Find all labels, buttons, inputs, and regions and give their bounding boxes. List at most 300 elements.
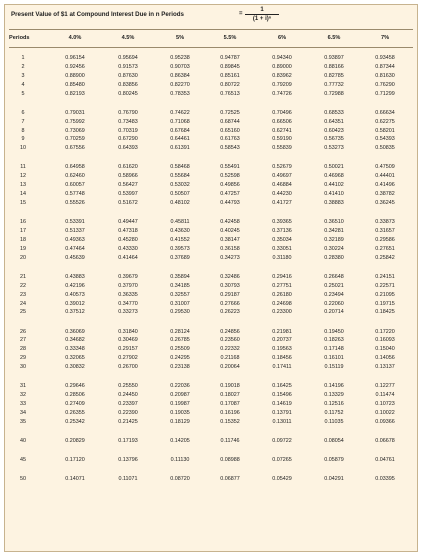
value-cell: 0.23560 [220, 337, 240, 344]
value-cell: 0.75992 [65, 118, 85, 125]
value-cell: 0.13329 [324, 392, 344, 399]
value-cell: 0.39012 [65, 300, 85, 307]
value-cell: 0.24450 [118, 392, 138, 399]
period-cell: 10 [20, 145, 26, 152]
value-cell: 0.61620 [118, 164, 138, 171]
value-cell: 0.22571 [375, 282, 395, 289]
value-cell: 0.22060 [324, 300, 344, 307]
value-cell: 0.09722 [272, 437, 292, 444]
value-cell: 0.24698 [272, 300, 292, 307]
period-cell: 13 [20, 182, 26, 189]
value-cell: 0.21168 [220, 355, 240, 362]
value-cell: 0.45280 [118, 236, 138, 243]
value-cell: 0.64393 [118, 145, 138, 152]
value-cell: 0.20737 [272, 337, 292, 344]
formula-equals: = [239, 11, 243, 17]
value-cell: 0.68533 [324, 109, 344, 116]
formula-denominator: (1 + i)ⁿ [252, 16, 272, 22]
value-cell: 0.17087 [220, 401, 240, 407]
value-cell: 0.21095 [375, 291, 395, 298]
value-cell: 0.08988 [220, 457, 240, 463]
value-cell: 0.25342 [65, 418, 85, 425]
value-cell: 0.04761 [375, 457, 395, 463]
value-cell: 0.18456 [272, 355, 292, 362]
value-cell: 0.17148 [324, 346, 344, 353]
period-cell: 22 [20, 282, 26, 289]
value-cell: 0.68744 [220, 118, 240, 125]
value-cell: 0.62275 [375, 118, 395, 125]
value-cell: 0.20714 [324, 309, 344, 316]
value-cell: 0.12277 [375, 383, 395, 390]
value-cell: 0.70319 [118, 127, 138, 134]
value-cell: 0.38147 [220, 236, 240, 243]
value-cell: 0.15352 [220, 418, 240, 425]
value-cell: 0.25550 [118, 383, 138, 390]
value-cell: 0.26223 [220, 309, 240, 316]
value-cell: 0.14619 [272, 401, 292, 407]
period-cell: 29 [20, 355, 26, 362]
period-cell: 14 [20, 191, 26, 198]
value-cell: 0.34185 [170, 282, 190, 289]
value-cell: 0.89000 [272, 63, 292, 70]
period-cell: 19 [20, 245, 26, 252]
value-cell: 0.33348 [65, 346, 85, 353]
value-cell: 0.47257 [220, 191, 240, 198]
value-cell: 0.82193 [65, 90, 85, 97]
period-cell: 15 [20, 200, 26, 206]
value-cell: 0.19715 [375, 300, 395, 307]
value-cell: 0.73069 [65, 127, 85, 134]
value-cell: 0.09366 [375, 418, 395, 425]
value-cell: 0.46884 [272, 182, 292, 189]
value-cell: 0.88166 [324, 63, 344, 70]
header-top-rule [9, 29, 413, 30]
value-cell: 0.15040 [375, 346, 395, 353]
value-cell: 0.24295 [170, 355, 190, 362]
value-cell: 0.36335 [118, 291, 138, 298]
value-cell: 0.08054 [324, 437, 344, 444]
period-cell: 32 [20, 392, 26, 399]
value-cell: 0.94787 [220, 55, 240, 61]
period-cell: 23 [20, 291, 26, 298]
value-cell: 0.55839 [272, 145, 292, 152]
value-cell: 0.51337 [65, 228, 85, 234]
value-cell: 0.13011 [272, 418, 292, 425]
value-cell: 0.81630 [375, 72, 395, 79]
value-cell: 0.66506 [272, 118, 292, 125]
value-cell: 0.62741 [272, 127, 292, 134]
value-cell: 0.38782 [375, 191, 395, 198]
value-cell: 0.20064 [220, 364, 240, 371]
value-cell: 0.82270 [170, 81, 190, 88]
value-cell: 0.50835 [375, 145, 395, 152]
value-cell: 0.19563 [272, 346, 292, 353]
value-cell: 0.10022 [375, 409, 395, 416]
value-cell: 0.26180 [272, 291, 292, 298]
value-cell: 0.05879 [324, 457, 344, 463]
value-cell: 0.29187 [220, 291, 240, 298]
value-cell: 0.52598 [220, 173, 240, 180]
value-cell: 0.13137 [375, 364, 395, 371]
value-cell: 0.32557 [170, 291, 190, 298]
value-cell: 0.28380 [324, 254, 344, 261]
value-cell: 0.25509 [170, 346, 190, 353]
value-cell: 0.41496 [375, 182, 395, 189]
value-cell: 0.66634 [375, 109, 395, 116]
period-cell: 50 [20, 476, 26, 483]
value-cell: 0.39365 [272, 219, 292, 226]
value-cell: 0.36245 [375, 200, 395, 206]
period-cell: 17 [20, 228, 26, 234]
value-cell: 0.36158 [220, 245, 240, 252]
value-cell: 0.18263 [324, 337, 344, 344]
value-cell: 0.79031 [65, 109, 85, 116]
value-cell: 0.29157 [118, 346, 138, 353]
value-cell: 0.22332 [220, 346, 240, 353]
value-cell: 0.26355 [65, 409, 85, 416]
value-cell: 0.42196 [65, 282, 85, 289]
value-cell: 0.24151 [375, 273, 395, 280]
value-cell: 0.45639 [65, 254, 85, 261]
value-cell: 0.93897 [324, 55, 344, 61]
value-cell: 0.60057 [65, 182, 85, 189]
value-cell: 0.04291 [324, 476, 344, 483]
formula [239, 7, 279, 23]
value-cell: 0.37970 [118, 282, 138, 289]
value-cell: 0.06678 [375, 437, 395, 444]
value-cell: 0.44401 [375, 173, 395, 180]
value-cell: 0.19987 [170, 401, 190, 407]
period-cell: 28 [20, 346, 26, 353]
value-cell: 0.72525 [220, 109, 240, 116]
value-cell: 0.23397 [118, 401, 138, 407]
value-cell: 0.11474 [375, 392, 395, 399]
value-cell: 0.49447 [118, 219, 138, 226]
formula-numerator: 1 [245, 7, 279, 15]
value-cell: 0.33273 [118, 309, 138, 316]
value-cell: 0.34770 [118, 300, 138, 307]
period-cell: 2 [21, 63, 25, 70]
value-cell: 0.20829 [65, 437, 85, 444]
value-cell: 0.12516 [324, 401, 344, 407]
value-cell: 0.14205 [170, 437, 190, 444]
value-cell: 0.61763 [220, 136, 240, 143]
value-cell: 0.17411 [272, 364, 292, 371]
value-cell: 0.72988 [324, 90, 344, 97]
value-cell: 0.44793 [220, 200, 240, 206]
value-cell: 0.50021 [324, 164, 344, 171]
value-cell: 0.14071 [65, 476, 85, 483]
value-cell: 0.30224 [324, 245, 344, 252]
value-cell: 0.11071 [118, 476, 138, 483]
value-cell: 0.62460 [65, 173, 85, 180]
value-cell: 0.43630 [170, 228, 190, 234]
value-cell: 0.48102 [170, 200, 190, 206]
table-title-text: Present Value of $1 at Compound Interest Due in n Periods [11, 11, 184, 18]
value-cell: 0.76290 [375, 81, 395, 88]
value-cell: 0.43883 [65, 273, 85, 280]
value-cell: 0.65160 [220, 127, 240, 134]
table-title [11, 7, 272, 22]
value-cell: 0.93458 [375, 55, 395, 61]
value-cell: 0.38883 [324, 200, 344, 206]
header-rate: 6.5% [327, 35, 341, 41]
value-cell: 0.36069 [65, 328, 85, 335]
period-cell: 7 [21, 118, 25, 125]
value-cell: 0.18425 [375, 309, 395, 316]
value-cell: 0.34273 [220, 254, 240, 261]
period-cell: 12 [20, 173, 26, 180]
value-cell: 0.35894 [170, 273, 190, 280]
value-cell: 0.76513 [220, 90, 240, 97]
value-cell: 0.13796 [118, 457, 138, 463]
value-cell: 0.58966 [118, 173, 138, 180]
value-cell: 0.41410 [324, 191, 344, 198]
period-cell: 16 [20, 219, 26, 226]
period-cell: 20 [20, 254, 26, 261]
value-cell: 0.92456 [65, 63, 85, 70]
value-cell: 0.55526 [65, 200, 85, 206]
value-cell: 0.08720 [170, 476, 190, 483]
value-cell: 0.80722 [220, 81, 240, 88]
period-cell: 5 [21, 90, 25, 97]
value-cell: 0.49697 [272, 173, 292, 180]
value-cell: 0.64351 [324, 118, 344, 125]
period-cell: 30 [20, 364, 26, 371]
value-cell: 0.26700 [118, 364, 138, 371]
period-cell: 21 [20, 273, 26, 280]
value-cell: 0.23138 [170, 364, 190, 371]
value-cell: 0.28124 [170, 328, 190, 335]
period-cell: 18 [20, 236, 26, 243]
value-cell: 0.94340 [272, 55, 292, 61]
value-cell: 0.17120 [65, 457, 85, 463]
value-cell: 0.45811 [170, 219, 190, 226]
value-cell: 0.87344 [375, 63, 395, 70]
value-cell: 0.17193 [118, 437, 138, 444]
value-cell: 0.35034 [272, 236, 292, 243]
value-cell: 0.57748 [65, 191, 85, 198]
value-cell: 0.47318 [118, 228, 138, 234]
value-cell: 0.60423 [324, 127, 344, 134]
value-cell: 0.28506 [65, 392, 85, 399]
value-cell: 0.87630 [118, 72, 138, 79]
value-cell: 0.39573 [170, 245, 190, 252]
value-cell: 0.03395 [375, 476, 395, 483]
value-cell: 0.90703 [170, 63, 190, 70]
value-cell: 0.13791 [272, 409, 292, 416]
value-cell: 0.41552 [170, 236, 190, 243]
value-cell: 0.11752 [324, 409, 344, 416]
value-cell: 0.77732 [324, 81, 344, 88]
value-cell: 0.89845 [220, 63, 240, 70]
period-cell: 1 [21, 55, 25, 61]
value-cell: 0.91573 [118, 63, 138, 70]
value-cell: 0.34281 [324, 228, 344, 234]
period-cell: 45 [20, 457, 26, 463]
value-cell: 0.10723 [375, 401, 395, 407]
value-cell: 0.14056 [375, 355, 395, 362]
value-cell: 0.53391 [65, 219, 85, 226]
value-cell: 0.80245 [118, 90, 138, 97]
value-cell: 0.82785 [324, 72, 344, 79]
period-cell: 3 [21, 72, 25, 79]
header-rate: 7% [380, 35, 390, 41]
value-cell: 0.22390 [118, 409, 138, 416]
header-periods: Periods [9, 35, 30, 41]
value-cell: 0.22036 [170, 383, 190, 390]
period-cell: 6 [21, 109, 25, 116]
value-cell: 0.67684 [170, 127, 190, 134]
value-cell: 0.24856 [220, 328, 240, 335]
value-cell: 0.32189 [324, 236, 344, 243]
value-cell: 0.50507 [170, 191, 190, 198]
value-cell: 0.37689 [170, 254, 190, 261]
value-cell: 0.56735 [324, 136, 344, 143]
value-cell: 0.70259 [65, 136, 85, 143]
value-cell: 0.40573 [65, 291, 85, 298]
value-cell: 0.18027 [220, 392, 240, 399]
value-cell: 0.44102 [324, 182, 344, 189]
value-cell: 0.95238 [170, 55, 190, 61]
value-cell: 0.37512 [65, 309, 85, 316]
period-cell: 8 [21, 127, 25, 134]
value-cell: 0.53997 [118, 191, 138, 198]
value-cell: 0.16101 [324, 355, 344, 362]
value-cell: 0.55491 [220, 164, 240, 171]
value-cell: 0.55684 [170, 173, 190, 180]
value-cell: 0.56427 [118, 182, 138, 189]
value-cell: 0.49363 [65, 236, 85, 243]
period-cell: 31 [20, 383, 26, 390]
value-cell: 0.85480 [65, 81, 85, 88]
value-cell: 0.76790 [118, 109, 138, 116]
value-cell: 0.41464 [118, 254, 138, 261]
value-cell: 0.51672 [118, 200, 138, 206]
table-frame [4, 4, 418, 552]
value-cell: 0.61391 [170, 145, 190, 152]
value-cell: 0.53032 [170, 182, 190, 189]
value-cell: 0.42458 [220, 219, 240, 226]
value-cell: 0.64461 [170, 136, 190, 143]
value-cell: 0.29530 [170, 309, 190, 316]
header-rate: 6% [277, 35, 287, 41]
header-bottom-rule [9, 47, 413, 48]
value-cell: 0.27751 [272, 282, 292, 289]
value-cell: 0.74622 [170, 109, 190, 116]
value-cell: 0.29586 [375, 236, 395, 243]
value-cell: 0.44230 [272, 191, 292, 198]
period-cell: 34 [20, 409, 26, 416]
value-cell: 0.36510 [324, 219, 344, 226]
value-cell: 0.71068 [170, 118, 190, 125]
value-cell: 0.67556 [65, 145, 85, 152]
value-cell: 0.40245 [220, 228, 240, 234]
value-cell: 0.34682 [65, 337, 85, 344]
value-cell: 0.16196 [220, 409, 240, 416]
value-cell: 0.06877 [220, 476, 240, 483]
period-cell: 40 [20, 437, 26, 444]
header-rate: 5% [175, 35, 185, 41]
value-cell: 0.58543 [220, 145, 240, 152]
value-cell: 0.23300 [272, 309, 292, 316]
value-cell: 0.31840 [118, 328, 138, 335]
value-cell: 0.74726 [272, 90, 292, 97]
value-cell: 0.05429 [272, 476, 292, 483]
period-cell: 25 [20, 309, 26, 316]
value-cell: 0.25842 [375, 254, 395, 261]
value-cell: 0.31657 [375, 228, 395, 234]
value-cell: 0.16093 [375, 337, 395, 344]
value-cell: 0.21981 [272, 328, 292, 335]
value-cell: 0.31180 [272, 254, 292, 261]
value-cell: 0.67290 [118, 136, 138, 143]
value-cell: 0.23494 [324, 291, 344, 298]
value-cell: 0.17220 [375, 328, 395, 335]
value-cell: 0.47464 [65, 245, 85, 252]
value-cell: 0.30832 [65, 364, 85, 371]
value-cell: 0.19018 [220, 383, 240, 390]
value-cell: 0.37136 [272, 228, 292, 234]
value-cell: 0.16425 [272, 383, 292, 390]
value-cell: 0.86384 [170, 72, 190, 79]
value-cell: 0.07265 [272, 457, 292, 463]
value-cell: 0.70496 [272, 109, 292, 116]
value-cell: 0.18129 [170, 418, 190, 425]
value-cell: 0.95694 [118, 55, 138, 61]
header-rate: 5.5% [223, 35, 237, 41]
value-cell: 0.15119 [324, 364, 344, 371]
value-cell: 0.32065 [65, 355, 85, 362]
value-cell: 0.64958 [65, 164, 85, 171]
value-cell: 0.46968 [324, 173, 344, 180]
value-cell: 0.11746 [220, 437, 240, 444]
value-cell: 0.52679 [272, 164, 292, 171]
value-cell: 0.78353 [170, 90, 190, 97]
value-cell: 0.11035 [324, 418, 344, 425]
header-rate: 4.0% [68, 35, 82, 41]
period-cell: 11 [20, 164, 26, 171]
period-cell: 26 [20, 328, 26, 335]
value-cell: 0.58468 [170, 164, 190, 171]
value-cell: 0.29646 [65, 383, 85, 390]
value-cell: 0.19450 [324, 328, 344, 335]
value-cell: 0.41727 [272, 200, 292, 206]
value-cell: 0.49856 [220, 182, 240, 189]
value-cell: 0.79209 [272, 81, 292, 88]
value-cell: 0.33051 [272, 245, 292, 252]
value-cell: 0.33873 [375, 219, 395, 226]
value-cell: 0.43330 [118, 245, 138, 252]
period-cell: 35 [20, 418, 26, 425]
value-cell: 0.20987 [170, 392, 190, 399]
value-cell: 0.27409 [65, 401, 85, 407]
value-cell: 0.73483 [118, 118, 138, 125]
value-cell: 0.59190 [272, 136, 292, 143]
period-cell: 4 [21, 81, 25, 88]
period-cell: 9 [21, 136, 25, 143]
value-cell: 0.53273 [324, 145, 344, 152]
value-cell: 0.71299 [375, 90, 395, 97]
value-cell: 0.25021 [324, 282, 344, 289]
period-cell: 24 [20, 300, 26, 307]
value-cell: 0.15496 [272, 392, 292, 399]
value-cell: 0.21425 [118, 418, 138, 425]
period-cell: 33 [20, 401, 26, 407]
period-cell: 27 [20, 337, 26, 344]
value-cell: 0.14196 [324, 383, 344, 390]
value-cell: 0.27666 [220, 300, 240, 307]
